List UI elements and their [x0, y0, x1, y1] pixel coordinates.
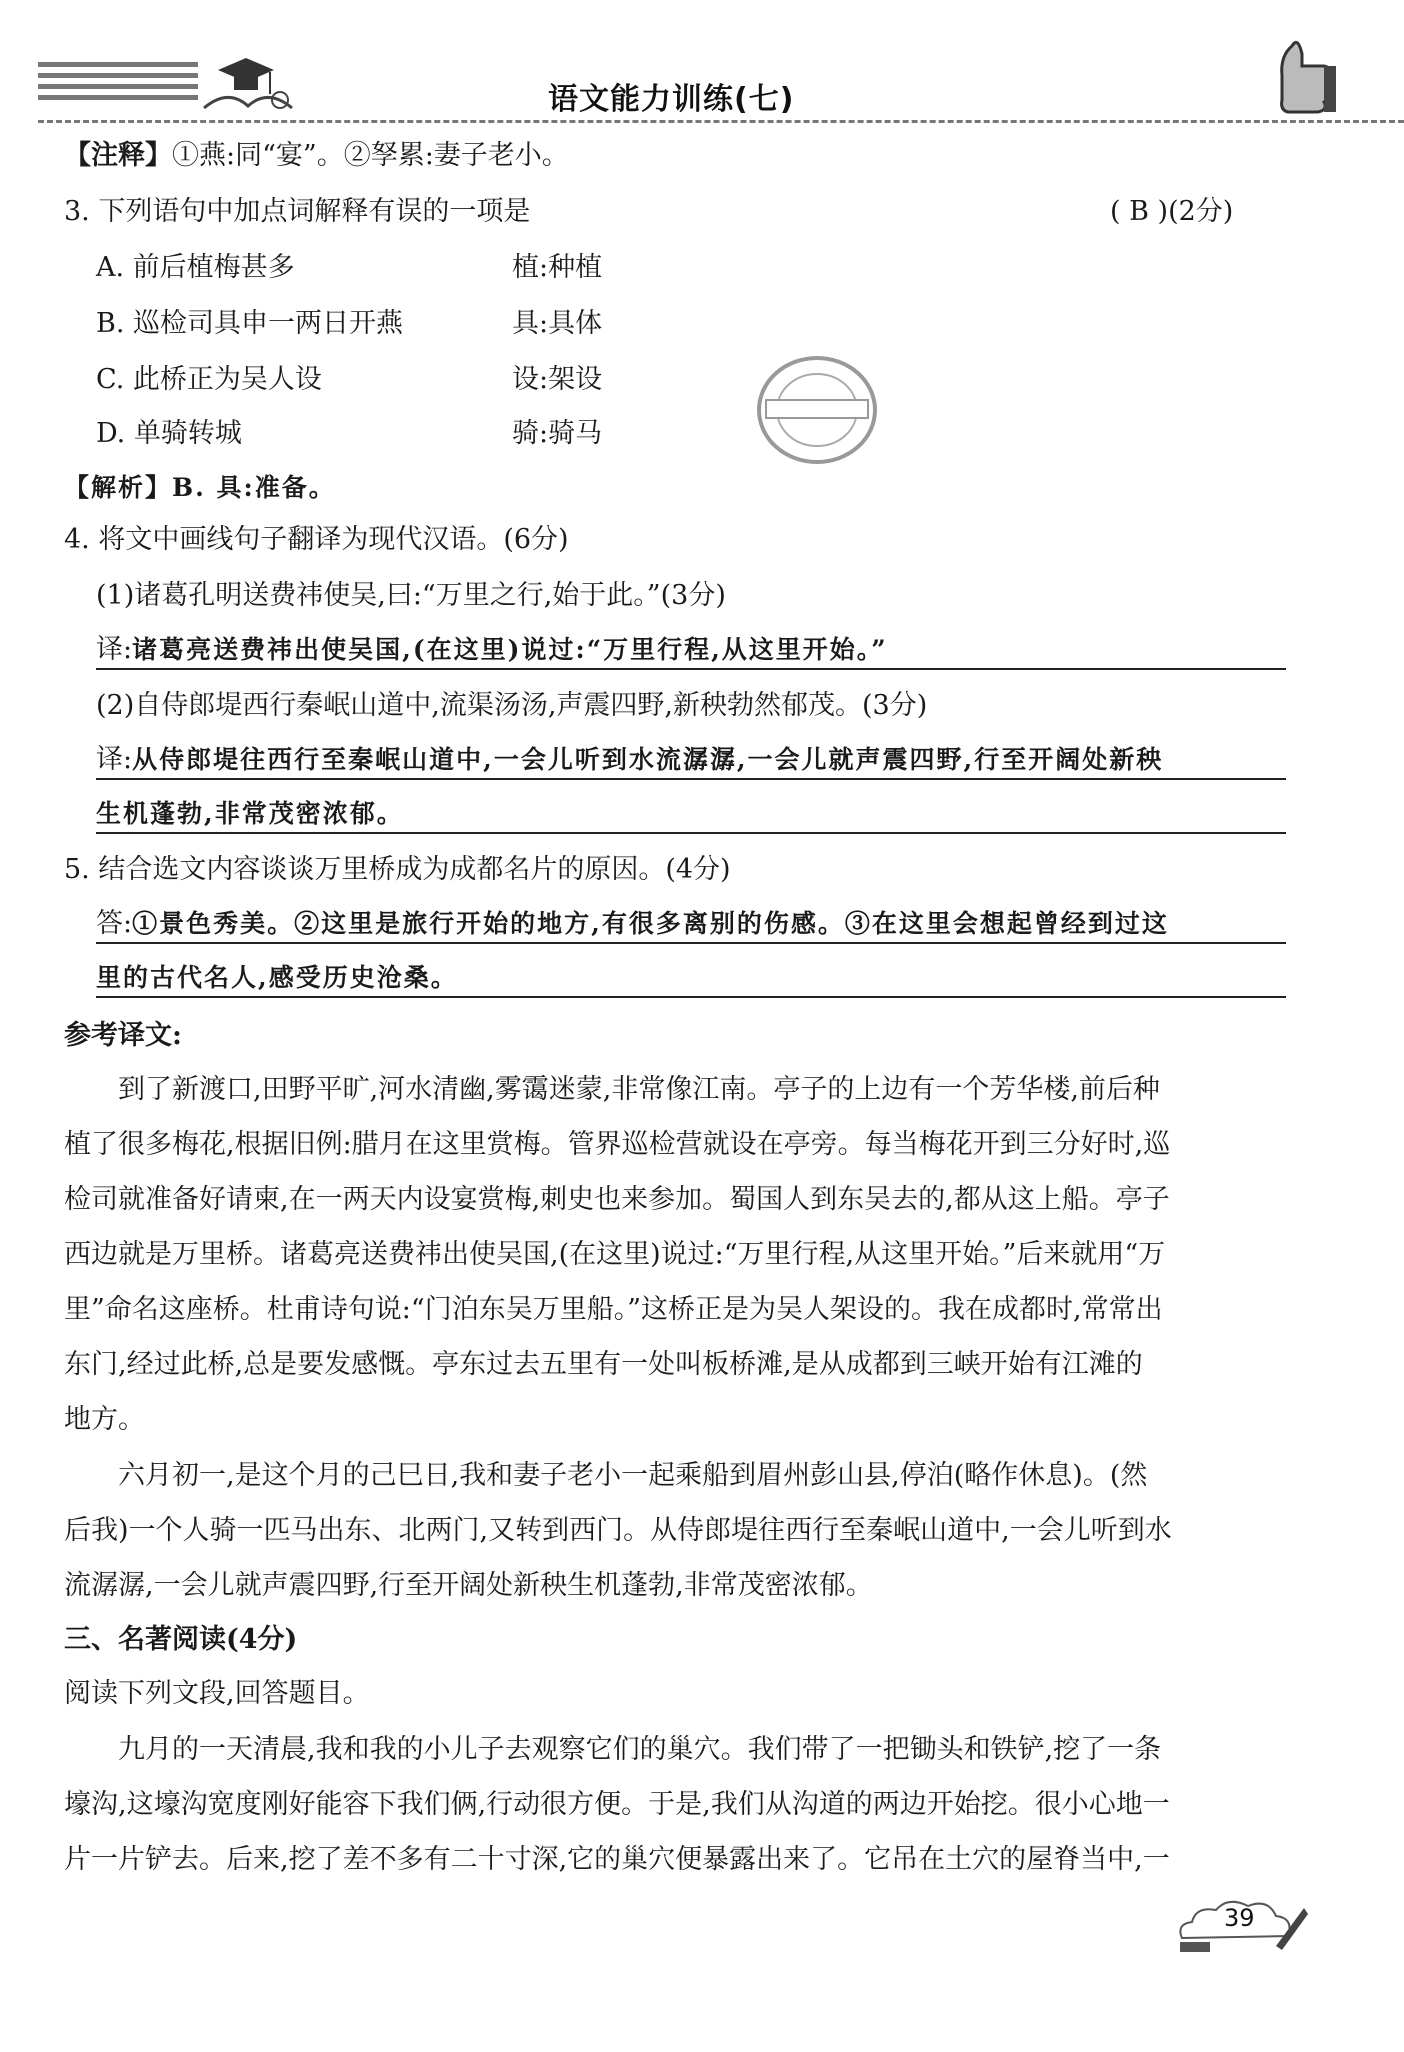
section3-heading: 三、名著阅读(4分): [64, 1624, 298, 1655]
q4-answer-2-text-1: 从侍郎堤往西行至秦岷山道中,一会儿听到水流潺潺,一会儿就声震四野,行至开阔处新秧: [132, 745, 1164, 774]
q5-answer-text-1: ①景色秀美。②这里是旅行开始的地方,有很多离别的伤感。③在这里会想起曾经到过这: [132, 909, 1169, 938]
notes-line: [64, 138, 569, 174]
q4-answer-1-text: 诸葛亮送费祎出使吴国,(在这里)说过:“万里行程,从这里开始。”: [132, 635, 888, 664]
translation-p2-line: 六月初一,是这个月的己巳日,我和妻子老小一起乘船到眉州彭山县,停泊(略作休息)。(然: [118, 1460, 1148, 1491]
translation-p1-line: 检司就准备好请柬,在一两天内设宴赏梅,刺史也来参加。蜀国人到东吴去的,都从这上船。亭子: [64, 1184, 1170, 1215]
answer-line: [96, 668, 1286, 670]
q3-option-d-gloss: 骑:骑马: [512, 418, 603, 449]
q4-answer-2-line-1: [96, 742, 1163, 778]
q4-sentence-1: (1)诸葛孔明送费祎使吴,曰:“万里之行,始于此。”(3分): [96, 580, 726, 611]
section3-passage-line: 九月的一天清晨,我和我的小儿子去观察它们的巢穴。我们带了一把锄头和铁铲,挖了一条: [118, 1734, 1162, 1765]
section3-passage-line: 片一片铲去。后来,挖了差不多有二十寸深,它的巢穴便暴露出来了。它吊在土穴的屋脊当中,一: [64, 1844, 1170, 1875]
q4-answer-2-label: 译:: [96, 744, 133, 775]
section3-passage-line: 壕沟,这壕沟宽度刚好能容下我们俩,行动很方便。于是,我们从沟道的两边开始挖。很小心地一: [64, 1789, 1170, 1820]
translation-p1-line: 植了很多梅花,根据旧例:腊月在这里赏梅。管界巡检营就设在亭旁。每当梅花开到三分好时,巡: [64, 1129, 1171, 1160]
answer-line: [96, 942, 1286, 944]
q5-answer-label: 答:: [96, 908, 133, 939]
q4-answer-1-label: 译:: [96, 634, 133, 665]
q3-analysis-label: 【解析】: [64, 473, 173, 502]
answer-line: [96, 832, 1286, 834]
notes-label: 【注释】: [64, 140, 172, 171]
q3-option-a-gloss: 植:种植: [512, 252, 603, 283]
section3-instruction: 阅读下列文段,回答题目。: [64, 1678, 370, 1709]
translation-heading: 参考译文:: [64, 1020, 182, 1051]
translation-p2-line: 后我)一个人骑一匹马出东、北两门,又转到西门。从侍郎堤往西行至秦岷山道中,一会儿听到水: [64, 1515, 1172, 1546]
answer-line: [96, 996, 1286, 998]
q4-stem: 4. 将文中画线句子翻译为现代汉语。(6分): [64, 524, 569, 555]
q4-answer-2-line-2: 生机蓬勃,非常茂密浓郁。: [96, 799, 404, 828]
q3-option-c-gloss: 设:架设: [512, 364, 603, 395]
q5-answer-line-2: 里的古代名人,感受历史沧桑。: [96, 963, 458, 992]
q3-option-b: B. 巡检司具申一两日开燕: [96, 308, 404, 339]
q3-analysis: [64, 470, 336, 506]
q5-stem: 5. 结合选文内容谈谈万里桥成为成都名片的原因。(4分): [64, 854, 731, 885]
header-decor-lines: [38, 62, 198, 106]
q3-answer: ( B )(2分): [1110, 196, 1234, 227]
q3-stem: 3. 下列语句中加点词解释有误的一项是: [64, 196, 531, 227]
q3-analysis-text: B. 具:准备。: [172, 473, 336, 502]
stamp-logo: [752, 350, 882, 470]
answer-line: [96, 778, 1286, 780]
q4-answer-1: [96, 632, 888, 668]
translation-p1-line: 东门,经过此桥,总是要发感慨。亭东过去五里有一处叫板桥滩,是从成都到三峡开始有江滩的: [64, 1349, 1143, 1380]
q4-sentence-2: (2)自侍郎堤西行秦岷山道中,流渠汤汤,声震四野,新秧勃然郁茂。(3分): [96, 690, 928, 721]
q3-option-b-gloss: 具:具体: [512, 308, 603, 339]
translation-p2-line: 流潺潺,一会儿就声震四野,行至开阔处新秧生机蓬勃,非常茂密浓郁。: [64, 1570, 873, 1601]
q3-option-d: D. 单骑转城: [96, 418, 242, 449]
page-number: 39: [1224, 1904, 1255, 1932]
page-header-title: 语文能力训练(七): [548, 82, 795, 117]
translation-p1-line: 里”命名这座桥。杜甫诗句说:“门泊东吴万里船。”这桥正是为吴人架设的。我在成都时,常常出: [64, 1294, 1163, 1325]
q3-option-c: C. 此桥正为吴人设: [96, 364, 322, 395]
translation-p1-line: 地方。: [64, 1404, 145, 1435]
translation-p1-line: 西边就是万里桥。诸葛亮送费祎出使吴国,(在这里)说过:“万里行程,从这里开始。”后来就用“万: [64, 1239, 1166, 1270]
notes-text: ①燕:同“宴”。②孥累:妻子老小。: [172, 140, 569, 171]
q3-option-a: A. 前后植梅甚多: [96, 252, 295, 283]
translation-p1-line: 到了新渡口,田野平旷,河水清幽,雾霭迷蒙,非常像江南。亭子的上边有一个芳华楼,前后种: [118, 1074, 1160, 1105]
header-divider: [38, 120, 1404, 123]
thumbs-up-icon: [1262, 26, 1342, 126]
q5-answer-line-1: [96, 906, 1169, 942]
graduation-cap-icon: [198, 48, 298, 116]
